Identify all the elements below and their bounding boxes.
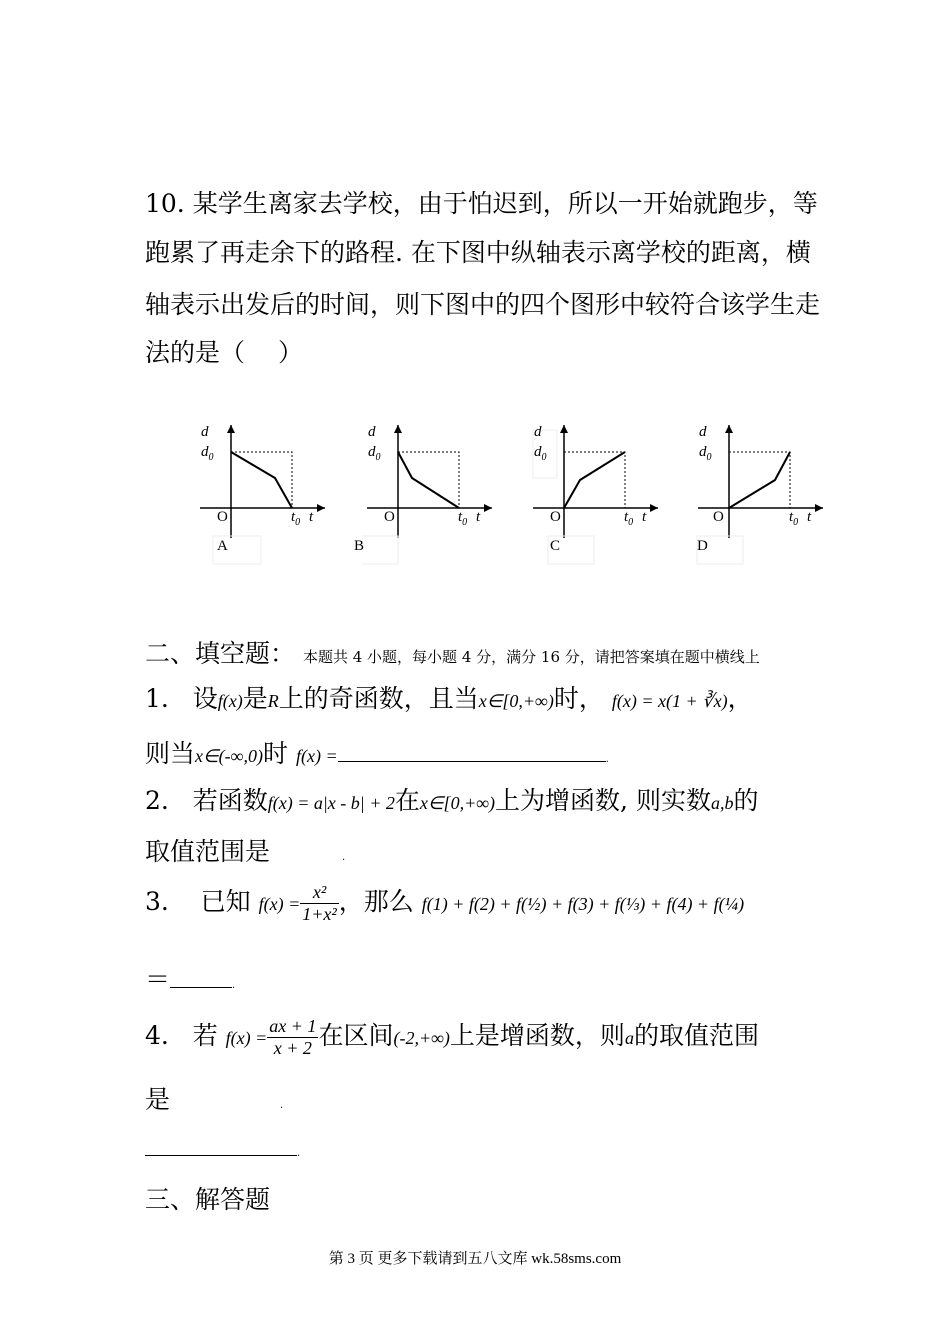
fill-q4-line-1: 4. 若 f(x) = $\frac{ax + 1}{x + 2}$ 在区间(-2,+∞)上是增函数，则a的取值范围	[145, 1016, 759, 1058]
fill-q2-line-2: 取值范围是 .	[145, 837, 346, 866]
fill-q3-line-2: ＝ .	[145, 965, 236, 994]
axis-t0-label: $t_0$	[291, 509, 301, 528]
origin-label: O	[217, 509, 228, 525]
q3-answer-blank[interactable]	[170, 987, 232, 988]
axis-d0-label: $d_0$	[534, 444, 547, 463]
axis-d-label: d	[534, 424, 542, 440]
axis-t-label: t	[476, 509, 481, 525]
axis-t-label: t	[807, 509, 812, 525]
page-footer: 第 3 页 更多下载请到五八文库 wk.58sms.com	[328, 1251, 622, 1267]
fill-q1-line-1: 1. 设f(x)是R上的奇函数，且当x∈[0,+∞)时， f(x) = x(1 + ∛x)，	[145, 684, 753, 713]
axis-t0-label: $t_0$	[789, 509, 799, 528]
graph-b	[354, 410, 497, 570]
axis-d-label: d	[368, 424, 376, 440]
q10-line-1: 10. 某学生离家去学校，由于怕迟到，所以一开始就跑步，等	[145, 189, 818, 218]
section-2-desc: 本题共 4 小题，每小题 4 分，满分 16 分，请把答案填在题中横线上	[302, 648, 760, 666]
axis-d-label: d	[201, 424, 209, 440]
section-2-heading	[145, 634, 760, 670]
q10-line-4: 法的是（ ）	[145, 338, 303, 367]
graph-a	[195, 410, 330, 570]
origin-label: O	[384, 509, 395, 525]
fill-q4-line-3: .	[145, 1133, 300, 1162]
q10-line-2: 跑累了再走余下的路程. 在下图中纵轴表示离学校的距离，横	[145, 238, 811, 267]
fill-q2-line-1: 2. 若函数f(x) = a|x - b| + 2在x∈[0,+∞)上为增函数, 则实数a,b的	[145, 786, 759, 815]
option-d-label: D	[697, 538, 708, 554]
q10-line-3: 轴表示出发后的时间，则下图中的四个图形中较符合该学生走	[145, 290, 821, 319]
q1-answer-blank[interactable]	[338, 761, 606, 762]
axis-t0-label: $t_0$	[458, 509, 468, 528]
axis-t-label: t	[642, 509, 647, 525]
axis-d-label: d	[699, 424, 707, 440]
origin-label: O	[713, 509, 724, 525]
fill-q1-line-2: 则当x∈(-∞,0)时 f(x) = .	[145, 739, 609, 768]
axis-t-label: t	[309, 509, 314, 525]
option-a-label: A	[217, 538, 228, 554]
q3-fraction: $\frac{\text{x²}}{\text{1+x²}}$	[302, 882, 337, 924]
q4-answer-blank[interactable]	[145, 1155, 297, 1156]
graph-c	[528, 410, 663, 570]
axis-t0-label: $t_0$	[624, 509, 634, 528]
axis-d0-label: $d_0$	[201, 444, 214, 463]
option-c-label: C	[550, 538, 561, 554]
section-3-title: 三、解答题	[145, 1185, 271, 1214]
fill-q4-line-2: 是 .	[145, 1085, 284, 1114]
section-2-title: 二、填空题：	[145, 639, 296, 668]
axis-d0-label: $d_0$	[368, 444, 381, 463]
option-b-label: B	[354, 538, 365, 554]
graph-d	[693, 410, 828, 570]
axis-d0-label: $d_0$	[699, 444, 712, 463]
origin-label: O	[550, 509, 561, 525]
fill-q3-line-1: 3. 已知 f(x) = $\frac{\text{x²}}{\text{1+x²}}$ ，那么 f(1) + f(2) + f(½) + f(3) + f(⅓) + f(4) + f(¼)	[145, 882, 745, 924]
q4-fraction: $\frac{ax + 1}{x + 2}$	[269, 1016, 317, 1058]
